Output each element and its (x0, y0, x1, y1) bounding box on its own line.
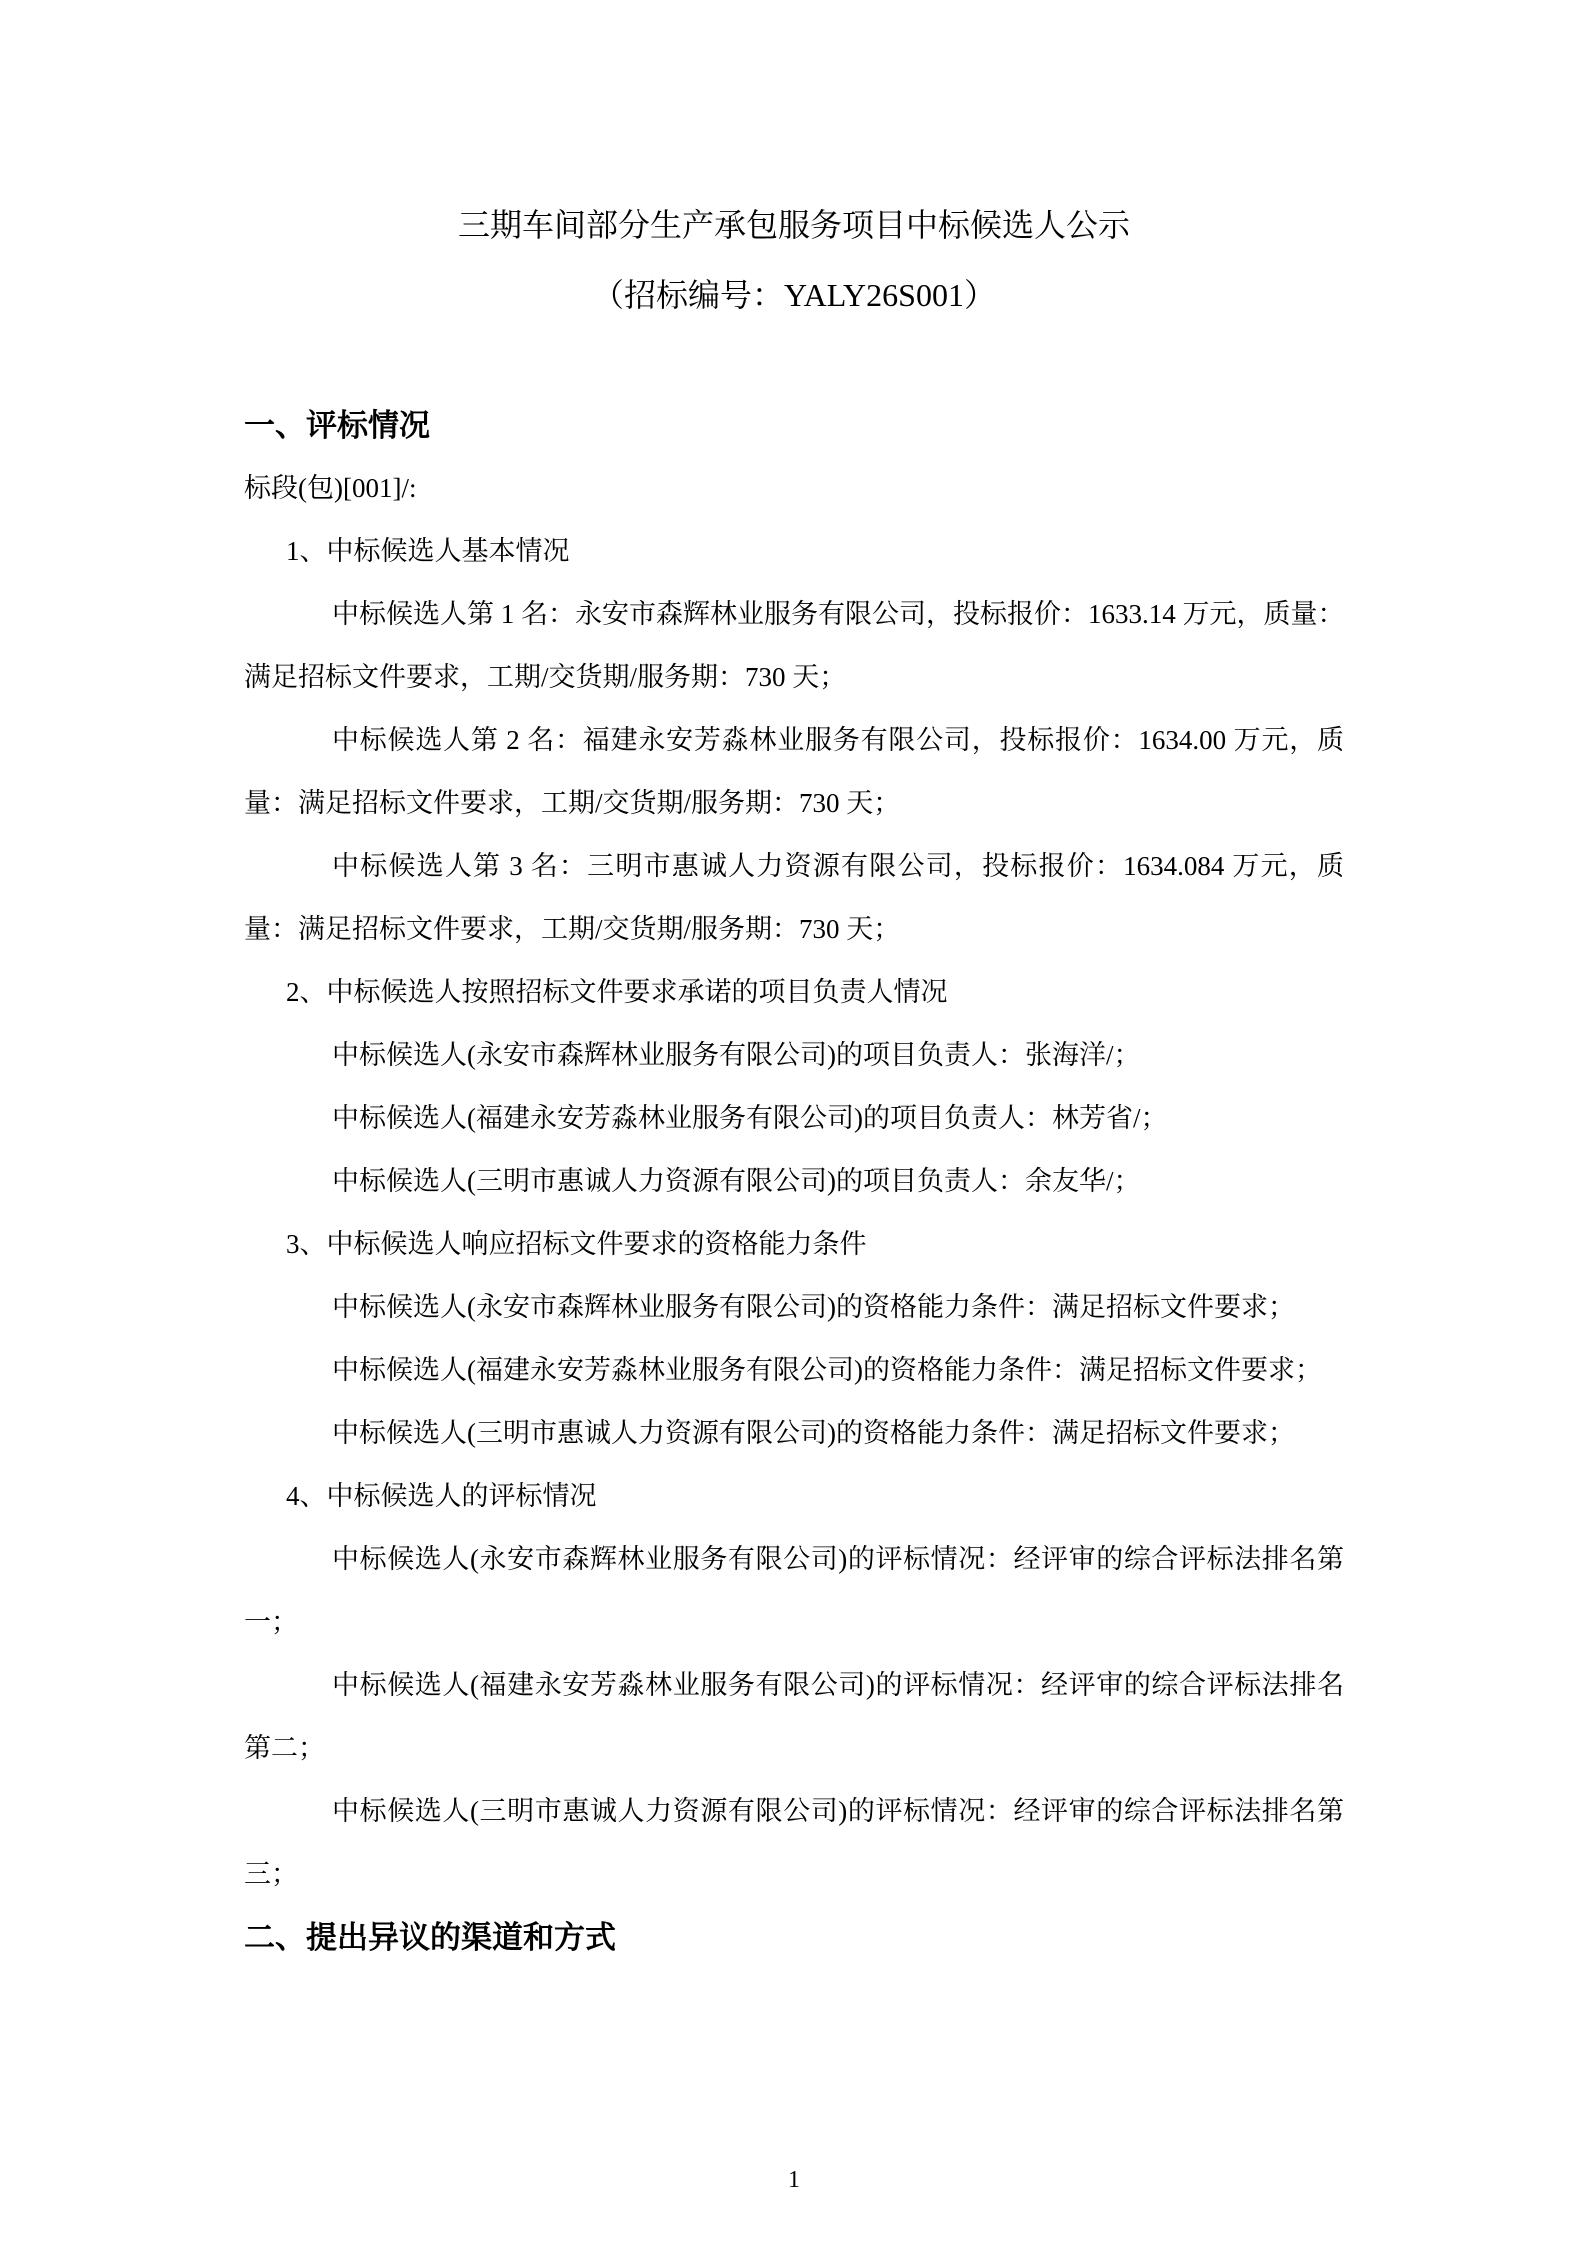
text-line: 量：满足招标文件要求，工期/交货期/服务期：730 天； (244, 914, 901, 944)
text-line: 中标候选人(福建永安芳淼林业服务有限公司)的资格能力条件：满足招标文件要求； (332, 1355, 1322, 1385)
text-line: 中标候选人(永安市森辉林业服务有限公司)的项目负责人：张海洋/； (332, 1040, 1141, 1070)
text-line: 中标候选人第 1 名：永安市森辉林业服务有限公司，投标报价：1633.14 万元，质量： (332, 599, 1345, 629)
text-line: 第二； (244, 1733, 325, 1763)
candidate-2-evaluation (244, 1654, 1344, 1780)
candidate-1-basic-info (244, 583, 1344, 709)
text-line: 满足招标文件要求，工期/交货期/服务期：730 天； (244, 662, 847, 692)
item-4-heading (244, 1465, 1344, 1528)
text-line: 4、中标候选人的评标情况 (286, 1481, 597, 1511)
lot-label (244, 457, 1344, 520)
text-line: 中标候选人第 3 名：三明市惠诚人力资源有限公司，投标报价：1634.084 万元，质 (332, 851, 1344, 881)
candidate-1-evaluation (244, 1528, 1344, 1654)
candidate-3-project-leader (244, 1150, 1344, 1213)
text-line: 1、中标候选人基本情况 (286, 536, 570, 566)
page-number: 1 (788, 2167, 800, 2193)
item-3-heading (244, 1213, 1344, 1276)
candidate-3-qualification (244, 1402, 1344, 1465)
text-line: 中标候选人(永安市森辉林业服务有限公司)的资格能力条件：满足招标文件要求； (332, 1292, 1295, 1322)
document-title: 三期车间部分生产承包服务项目中标候选人公示 (457, 207, 1130, 243)
text-line: 2、中标候选人按照招标文件要求承诺的项目负责人情况 (286, 977, 948, 1007)
document-subtitle: （招标编号：YALY26S001） (592, 277, 996, 313)
item-2-heading (244, 961, 1344, 1024)
text-line: 中标候选人(福建永安芳淼林业服务有限公司)的评标情况：经评审的综合评标法排名 (332, 1670, 1344, 1700)
text-line: 二、提出异议的渠道和方式 (244, 1920, 616, 1955)
candidate-2-basic-info (244, 709, 1344, 835)
text-line: 中标候选人(永安市森辉林业服务有限公司)的评标情况：经评审的综合评标法排名第 (332, 1544, 1344, 1574)
candidate-3-evaluation (244, 1780, 1344, 1906)
document-body (244, 394, 1344, 1969)
candidate-1-qualification (244, 1276, 1344, 1339)
candidate-1-project-leader (244, 1024, 1344, 1087)
section-2-heading (244, 1906, 1344, 1969)
text-line: 量：满足招标文件要求，工期/交货期/服务期：730 天； (244, 788, 901, 818)
text-line: 中标候选人(三明市惠诚人力资源有限公司)的项目负责人：余友华/； (332, 1166, 1141, 1196)
text-line: 中标候选人第 2 名：福建永安芳淼林业服务有限公司，投标报价：1634.00 万元，质 (332, 725, 1344, 755)
candidate-2-qualification (244, 1339, 1344, 1402)
text-line: 标段(包)[001]/: (244, 473, 417, 503)
text-line: 中标候选人(三明市惠诚人力资源有限公司)的评标情况：经评审的综合评标法排名第 (332, 1796, 1344, 1826)
text-line: 3、中标候选人响应招标文件要求的资格能力条件 (286, 1229, 867, 1259)
candidate-2-project-leader (244, 1087, 1344, 1150)
text-line: 一； (244, 1607, 298, 1637)
candidate-3-basic-info (244, 835, 1344, 961)
item-1-heading (244, 520, 1344, 583)
text-line: 三； (244, 1859, 298, 1889)
text-line: 中标候选人(三明市惠诚人力资源有限公司)的资格能力条件：满足招标文件要求； (332, 1418, 1295, 1448)
text-line: 中标候选人(福建永安芳淼林业服务有限公司)的项目负责人：林芳省/； (332, 1103, 1168, 1133)
text-line: 一、评标情况 (244, 408, 430, 443)
section-1-heading (244, 394, 1344, 457)
